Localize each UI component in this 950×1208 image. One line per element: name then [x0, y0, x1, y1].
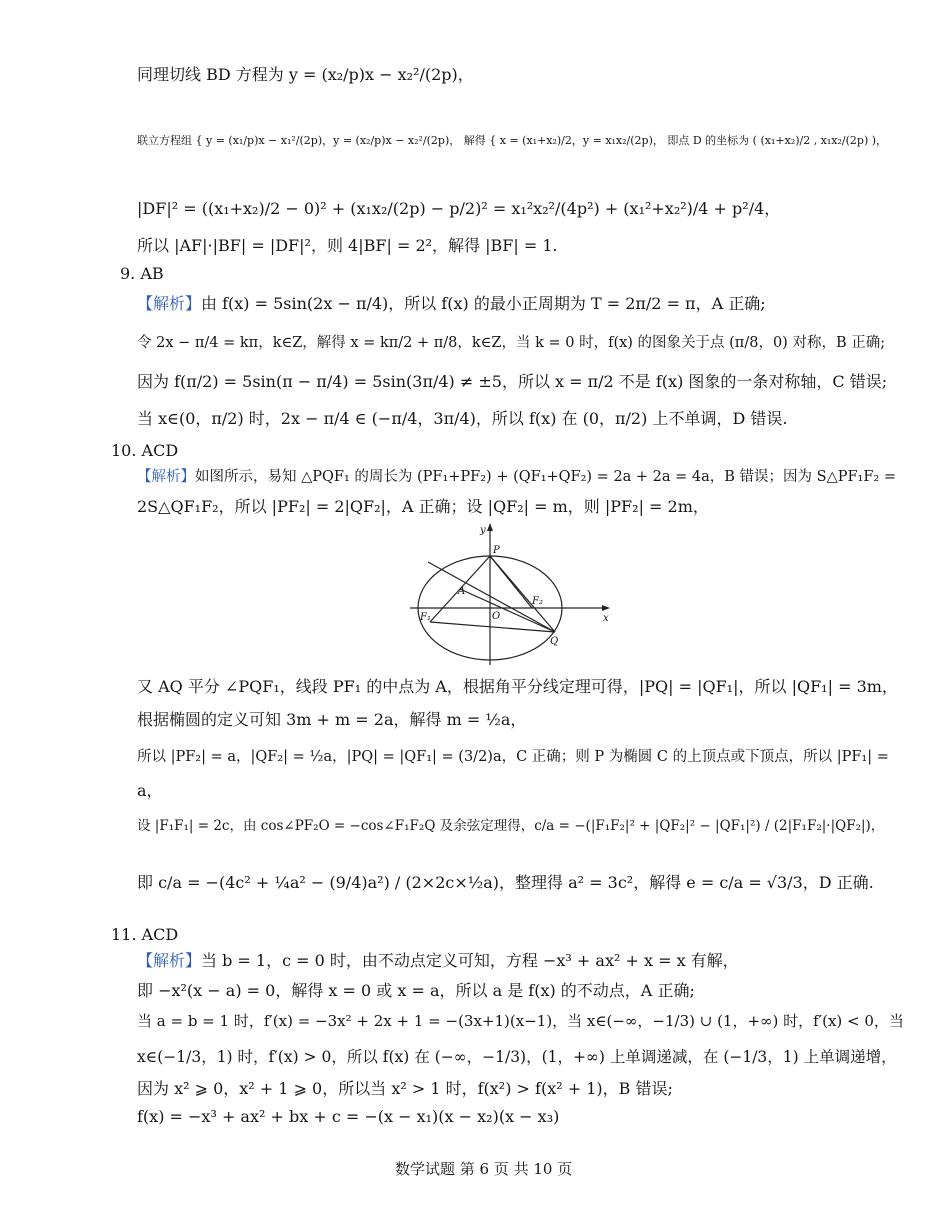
question-number: 10. ACD [111, 441, 179, 460]
text-line: 设 |F₁F₁| = 2c，由 cos∠PF₂O = −cos∠F₁F₂Q 及余弦定理得，c/a = −(|F₁F₂|² + |QF₂|² − |QF₁|²) / (2|F₁F₂|·|QF₂|)， [137, 818, 885, 834]
text-line: x∈(−1/3，1) 时，f′(x) > 0，所以 f(x) 在 (−∞，−1/3)，(1，+∞) 上单调递减，在 (−1/3，1) 上单调递增， [137, 1048, 897, 1066]
label-f2: F₂ [532, 596, 543, 607]
analysis-line [137, 466, 896, 488]
text-line: f(x) = −x³ + ax² + bx + c = −(x − x₁)(x − x₂)(x − x₃) [137, 1107, 560, 1126]
analysis-tag: 【解析】 [137, 951, 202, 970]
label-x: x [603, 613, 609, 624]
text-line: 当 a = b = 1 时，f′(x) = −3x² + 2x + 1 = −(3x+1)(x−1)，当 x∈(−∞，−1/3) ∪ (1，+∞) 时，f′(x) < 0，当 [137, 1012, 904, 1030]
page-footer: 数学试题 第 6 页 共 10 页 [395, 1160, 573, 1178]
analysis-tag: 【解析】 [137, 294, 202, 313]
ellipse-figure [400, 520, 620, 670]
label-f1: F₁ [420, 612, 431, 623]
text-line: 2S△QF₁F₂，所以 |PF₂| = 2|QF₂|，A 正确；设 |QF₂| = m，则 |PF₂| = 2m， [137, 497, 709, 516]
y-axis-arrow [487, 523, 493, 531]
text-span: 如图所示，易知 △PQF₁ 的周长为 (PF₁+PF₂) + (QF₁+QF₂) = 2a + 2a = 4a，B 错误；因为 S△PF₁F₂ = [195, 469, 897, 485]
text-line: 当 x∈(0，π/2) 时，2x − π/4 ∈ (−π/4，3π/4)，所以 f(x) 在 (0，π/2) 上不单调，D 错误. [137, 409, 788, 428]
text-line: 令 2x − π/4 = kπ，k∈Z，解得 x = kπ/2 + π/8，k∈Z，当 k = 0 时，f(x) 的图象关于点 (π/8，0) 对称，B 正确; [137, 335, 886, 351]
text-line: a， [137, 781, 163, 800]
text-line: 所以 |AF|·|BF| = |DF|²，则 4|BF| = 2²，解得 |BF| = 1. [137, 236, 558, 255]
label-y: y [480, 525, 486, 536]
label-p: P [493, 545, 500, 556]
text-line: 所以 |PF₂| = a，|QF₂| = ½a，|PQ| = |QF₁| = (3/2)a，C 正确；则 P 为椭圆 C 的上顶点或下顶点，所以 |PF₁| = [137, 749, 889, 765]
text-span: 由 f(x) = 5sin(2x − π/4)，所以 f(x) 的最小正周期为 T = 2π/2 = π，A 正确; [201, 294, 766, 313]
label-a: A [458, 586, 466, 597]
text-span: 当 b = 1，c = 0 时，由不动点定义可知，方程 −x³ + ax² + x = x 有解， [201, 951, 739, 970]
text-line: 根据椭圆的定义可知 3m + m = 2a，解得 m = ½a， [137, 710, 527, 729]
text-line: |DF|² = ((x₁+x₂)/2 − 0)² + (x₁x₂/(2p) − p/2)² = x₁²x₂²/(4p²) + (x₁²+x₂²)/4 + p²/4， [137, 199, 781, 218]
question-number: 9. AB [120, 264, 164, 283]
analysis-line [137, 950, 739, 972]
text-line: 即 −x²(x − a) = 0，解得 x = 0 或 x = a，所以 a 是 f(x) 的不动点，A 正确; [137, 981, 695, 1000]
analysis-tag: 【解析】 [137, 469, 195, 485]
text-line: 同理切线 BD 方程为 y = (x₂/p)x − x₂²/(2p)， [137, 65, 474, 84]
text-line: 又 AQ 平分 ∠PQF₁，线段 PF₁ 的中点为 A，根据角平分线定理可得，|PQ| = |QF₁|，所以 |QF₁| = 3m， [137, 677, 898, 696]
label-o: O [492, 611, 501, 622]
analysis-line [137, 293, 766, 315]
text-line: 因为 f(π/2) = 5sin(π − π/4) = 5sin(3π/4) ≠ ±5，所以 x = π/2 不是 f(x) 图象的一条对称轴，C 错误; [137, 372, 888, 391]
text-line: 联立方程组 { y = (x₁/p)x − x₁²/(2p)，y = (x₂/p)x − x₂²/(2p)， 解得 { x = (x₁+x₂)/2，y = x₁x₂/(2p)， 即点 D 的坐标为 ( (x₁+x₂)/2 , x₁x₂/(2p) )， [137, 134, 888, 147]
text-line: 即 c/a = −(4c² + ¼a² − (9/4)a²) / (2×2c×½a)，整理得 a² = 3c²，解得 e = c/a = √3/3，D 正确. [137, 873, 874, 892]
x-axis-arrow [602, 605, 610, 611]
question-number: 11. ACD [111, 925, 179, 944]
label-q: Q [550, 636, 559, 647]
text-line: 因为 x² ⩾ 0，x² + 1 ⩾ 0，所以当 x² > 1 时，f(x²) > f(x² + 1)，B 错误; [137, 1079, 673, 1098]
